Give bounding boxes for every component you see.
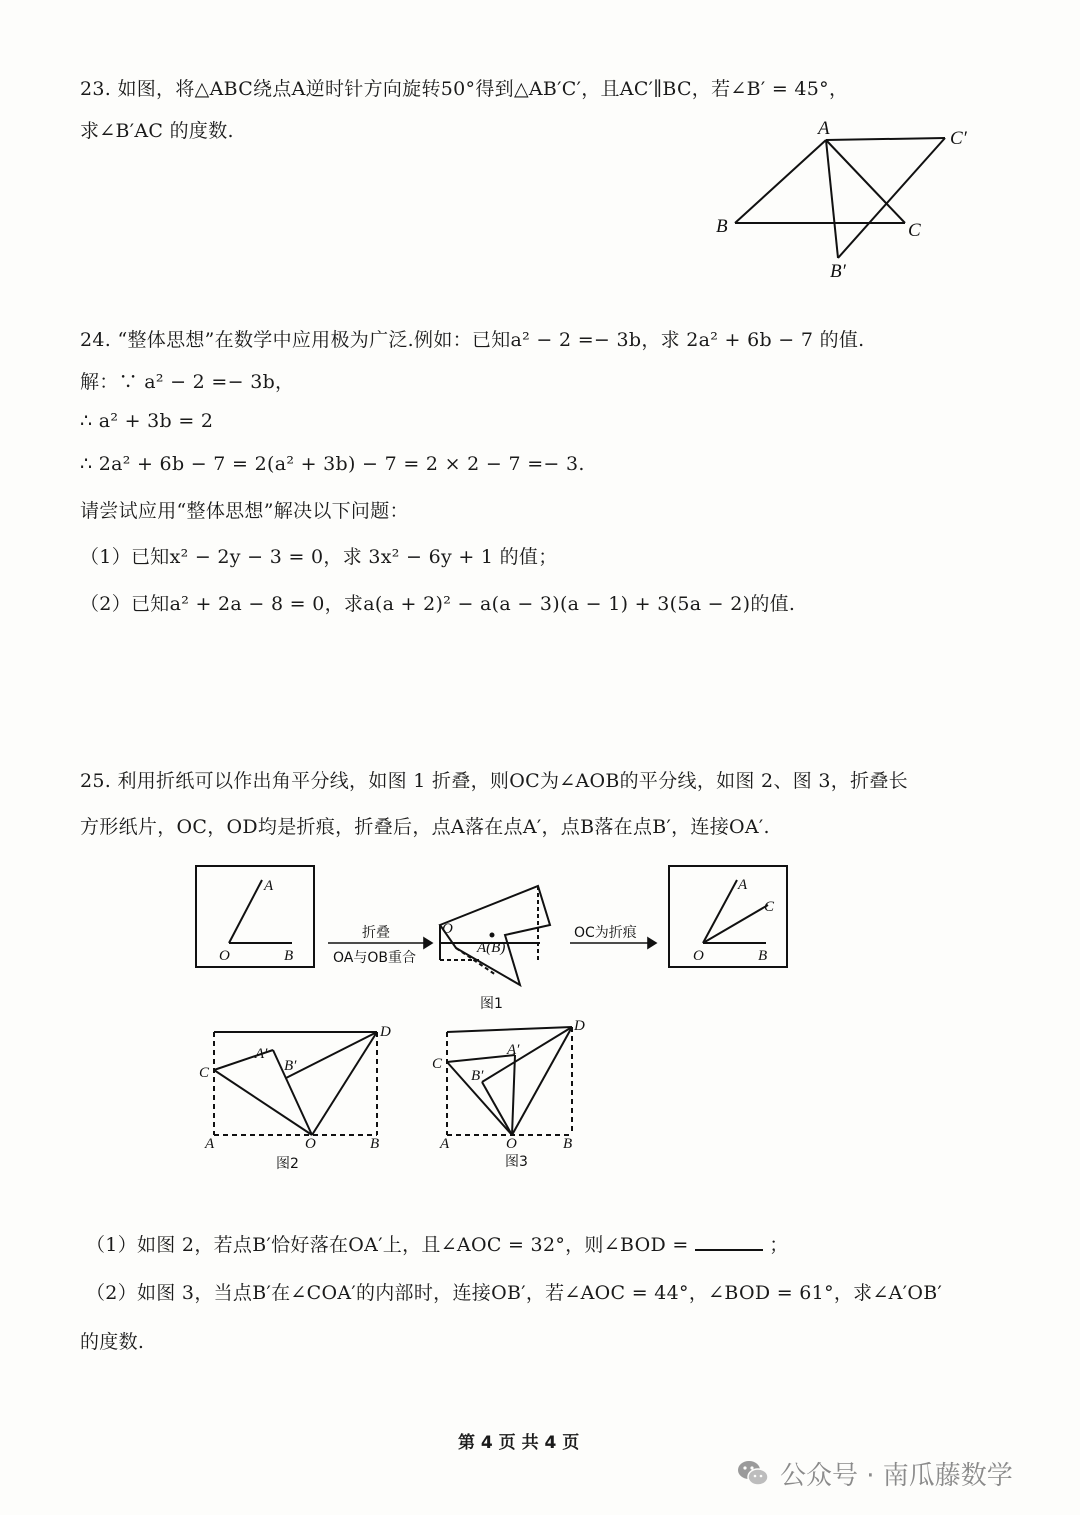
fig2-label-D: D bbox=[380, 1024, 391, 1040]
fig3-label-D: D bbox=[574, 1018, 585, 1034]
q23-seg-C-prime-B-prime bbox=[838, 138, 945, 258]
q23-label-B-prime: B′ bbox=[830, 261, 846, 282]
fig2-label-O: O bbox=[305, 1136, 316, 1152]
q24-line5: 请尝试应用“整体思想”解决以下问题： bbox=[80, 500, 409, 522]
fig3-label-C: C bbox=[432, 1056, 443, 1072]
watermark bbox=[736, 1453, 1013, 1493]
fig1-mid-label-O: O bbox=[442, 921, 453, 937]
q25-part2-line2: 的度数. bbox=[80, 1331, 145, 1353]
q24-line2: 解：∵ a² − 2 =− 3b， bbox=[80, 371, 295, 393]
wechat-icon bbox=[736, 1456, 770, 1490]
q25-part2-line1: （2）如图 3，当点B′在∠COA′的内部时，连接OB′，若∠AOC = 44°，∠BOD = 61°，求∠A′OB′ bbox=[86, 1282, 943, 1304]
fig1-right-box bbox=[669, 866, 787, 967]
fig2-label-B-prime: B′ bbox=[284, 1058, 297, 1074]
q23-label-B: B bbox=[716, 216, 728, 237]
fig1-left-box bbox=[196, 866, 314, 967]
q23-line1: 23. 如图，将△ABC绕点A逆时针方向旋转50°得到△AB′C′，且AC′∥BC，若∠B′ = 45°， bbox=[80, 78, 849, 100]
fig1-caption: 图1 bbox=[480, 996, 503, 1012]
fig1-left-label-A: A bbox=[264, 878, 274, 894]
q23-figure bbox=[705, 112, 985, 282]
fig2-label-A-prime: A′ bbox=[255, 1046, 268, 1062]
q25-part1 bbox=[86, 1230, 789, 1257]
q24-line1: 24. “整体思想”在数学中应用极为广泛.例如：已知a² − 2 =− 3b，求 2a² + 6b − 7 的值. bbox=[80, 329, 865, 351]
q24-part2: （2）已知a² + 2a − 8 = 0，求a(a + 2)² − a(a − 3)(a − 1) + 3(5a − 2)的值. bbox=[80, 593, 796, 615]
q23-label-C-prime: C′ bbox=[950, 128, 967, 149]
fig1-left-label-O: O bbox=[219, 948, 230, 964]
answer-blank bbox=[695, 1235, 763, 1251]
arrow2-top-text: OC为折痕 bbox=[574, 925, 637, 941]
q24-line3: ∴ a² + 3b = 2 bbox=[80, 410, 214, 432]
fig2-label-C: C bbox=[199, 1065, 210, 1081]
q24-line4: ∴ 2a² + 6b − 7 = 2(a² + 3b) − 7 = 2 × 2 − 7 =− 3. bbox=[80, 453, 585, 475]
q24-part1: （1）已知x² − 2y − 3 = 0，求 3x² − 6y + 1 的值； bbox=[80, 546, 558, 568]
q25-figures bbox=[190, 855, 990, 1185]
fig3-label-O: O bbox=[506, 1136, 517, 1152]
fig2-caption: 图2 bbox=[276, 1156, 299, 1172]
page-footer: 第 4 页 共 4 页 bbox=[458, 1433, 580, 1453]
fig2 bbox=[214, 1032, 377, 1135]
fig3-label-A: A bbox=[440, 1136, 450, 1152]
fig1-point-AB bbox=[490, 933, 495, 938]
fig1-right-label-O: O bbox=[693, 948, 704, 964]
fig2-label-B: B bbox=[370, 1136, 380, 1152]
fig1-folded-paper bbox=[440, 886, 550, 985]
fig3-label-B-prime: B′ bbox=[471, 1068, 484, 1084]
q23-seg-AC-prime bbox=[826, 138, 945, 140]
q23-label-A: A bbox=[818, 118, 830, 139]
q25-line2: 方形纸片，OC，OD均是折痕，折叠后，点A落在点A′，点B落在点B′，连接OA′. bbox=[80, 816, 770, 838]
q23-line2: 求∠B′AC 的度数. bbox=[80, 120, 234, 142]
fig1-mid-label-AB: A(B) bbox=[477, 940, 506, 956]
fig3-caption: 图3 bbox=[505, 1154, 528, 1170]
q25-line1: 25. 利用折纸可以作出角平分线，如图 1 折叠，则OC为∠AOB的平分线，如图 2、图 3，折叠长 bbox=[80, 770, 908, 792]
q23-seg-AB-prime bbox=[826, 140, 838, 258]
watermark-text: 公众号 · 南瓜藤数学 bbox=[780, 1460, 1013, 1491]
fig1-left-label-B: B bbox=[284, 948, 294, 964]
fig1-right-label-C: C bbox=[764, 899, 775, 915]
arrow1-bottom-text: OA与OB重合 bbox=[333, 950, 416, 966]
q25-part1-end: ； bbox=[769, 1234, 789, 1256]
fig3-label-A-prime: A′ bbox=[507, 1042, 520, 1058]
arrow1-top-text: 折叠 bbox=[362, 925, 390, 941]
q23-seg-AC bbox=[826, 140, 905, 223]
q25-part1-text: （1）如图 2，若点B′恰好落在OA′上，且∠AOC = 32°，则∠BOD = bbox=[86, 1234, 689, 1256]
fig1-right-label-A: A bbox=[738, 877, 748, 893]
fig3-label-B: B bbox=[563, 1136, 573, 1152]
q23-seg-AB bbox=[735, 140, 826, 223]
fig2-label-A: A bbox=[205, 1136, 215, 1152]
fig1-right-label-B: B bbox=[758, 948, 768, 964]
q23-label-C: C bbox=[908, 220, 921, 241]
